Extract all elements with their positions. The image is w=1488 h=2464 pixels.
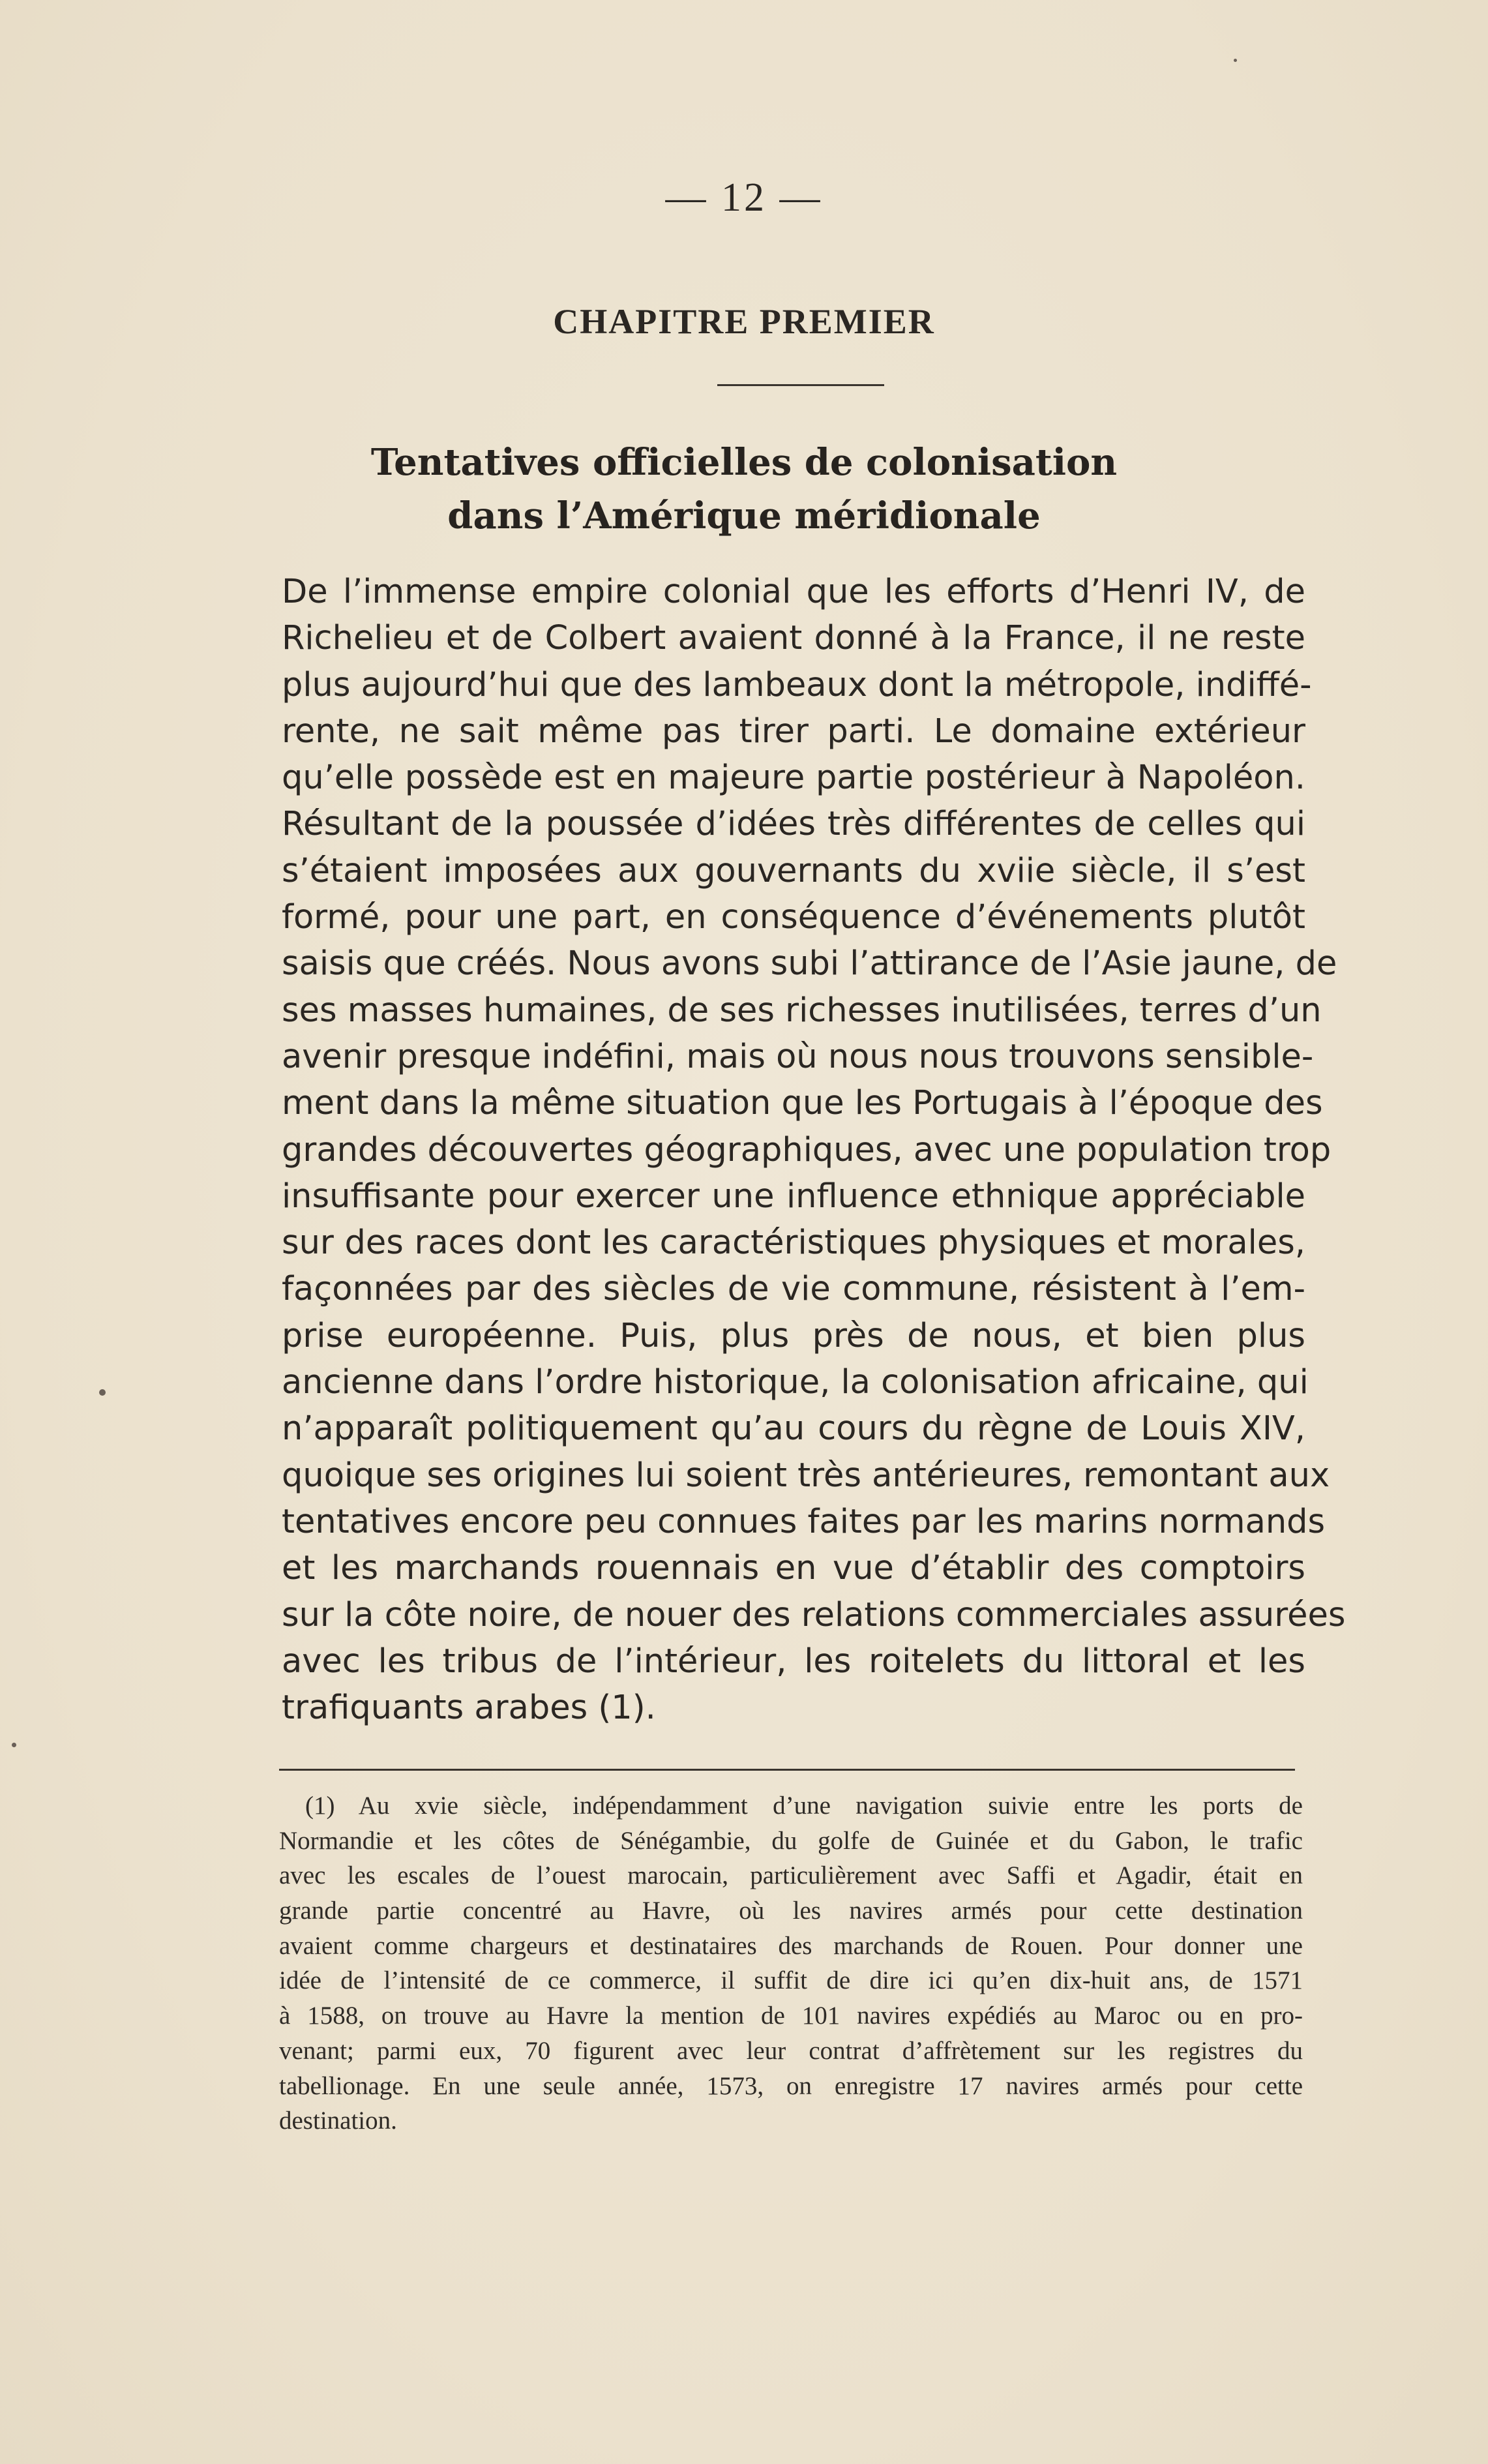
footnote-line: destination. [279, 2107, 397, 2135]
footnote-line: avec les escales de l’ouest marocain, particulièrement avec Saffi et Agadir, était en [279, 1861, 1303, 1890]
chapter-divider [717, 384, 884, 386]
footnote-line: Normandie et les côtes de Sénégambie, du golfe de Guinée et du Gabon, le trafic [279, 1826, 1303, 1855]
footnote-line: idée de l’intensité de ce commerce, il suffit de dire ici qu’en dix-huit ans, de 1571 [279, 1966, 1303, 1995]
body-line: sur la côte noire, de nouer des relations commerciales assurées [282, 1595, 1346, 1634]
footnote-line: tabellionage. En une seule année, 1573, on enregistre 17 navires armés pour cette [279, 2071, 1303, 2100]
body-line: quoique ses origines lui soient très antérieures, remontant aux [282, 1456, 1330, 1495]
body-line: sur des races dont les caractéristiques physiques et morales, [282, 1224, 1305, 1263]
body-line: De l’immense empire colonial que les efforts d’Henri IV, de [282, 573, 1305, 611]
body-line: avec les tribus de l’intérieur, les roitelets du littoral et les [282, 1642, 1305, 1681]
body-line: ment dans la même situation que les Portugais à l’époque des [282, 1084, 1323, 1123]
body-line: ses masses humaines, de ses richesses inutilisées, terres d’un [282, 991, 1322, 1030]
body-line: avenir presque indéfini, mais où nous nous trouvons sensible- [282, 1037, 1314, 1076]
body-line: plus aujourd’hui que des lambeaux dont la métropole, indiffé- [282, 665, 1312, 704]
body-line: s’étaient imposées aux gouvernants du xviie siècle, il s’est [282, 851, 1305, 890]
footnote-line: à 1588, on trouve au Havre la mention de 101 navires expédiés au Maroc ou en pro- [279, 2002, 1303, 2030]
footnote [279, 1788, 1303, 2139]
footnote-divider [279, 1769, 1295, 1771]
page-number: — 12 — [665, 175, 823, 220]
paper-speck [1234, 59, 1237, 62]
section-title-line-2: dans l’Amérique méridionale [447, 494, 1041, 537]
body-line: grandes découvertes géographiques, avec une population trop [282, 1130, 1332, 1169]
body-line: et les marchands rouennais en vue d’établir des comptoirs [282, 1549, 1305, 1588]
body-line: tentatives encore peu connues faites par les marins normands [282, 1502, 1326, 1541]
footnote-line: grande partie concentré au Havre, où les navires armés pour cette destination [279, 1897, 1303, 1925]
footnote-line: venant; parmi eux, 70 figurent avec leur contrat d’affrètement sur les registres du [279, 2036, 1303, 2065]
footnote-line: (1) Au xvie siècle, indépendamment d’une navigation suivie entre les ports de [305, 1792, 1303, 1820]
body-line: Résultant de la poussée d’idées très différentes de celles qui [282, 805, 1305, 844]
body-line: n’apparaît politiquement qu’au cours du règne de Louis XIV, [282, 1409, 1305, 1449]
body-line: ancienne dans l’ordre historique, la colonisation africaine, qui [282, 1363, 1309, 1402]
body-line: trafiquants arabes (1). [282, 1689, 656, 1728]
body-paragraph [282, 569, 1346, 1731]
body-line: formé, pour une part, en conséquence d’événements plutôt [282, 898, 1305, 937]
body-line: façonnées par des siècles de vie commune, résistent à l’em- [282, 1270, 1305, 1309]
body-line: qu’elle possède est en majeure partie postérieur à Napoléon. [282, 759, 1305, 798]
paper-speck [12, 1743, 16, 1747]
body-line: Richelieu et de Colbert avaient donné à la France, il ne reste [282, 619, 1305, 658]
body-line: insuffisante pour exercer une influence ethnique appréciable [282, 1177, 1305, 1216]
body-line: rente, ne sait même pas tirer parti. Le domaine extérieur [282, 712, 1305, 751]
body-line: saisis que créés. Nous avons subi l’attirance de l’Asie jaune, de [282, 944, 1337, 984]
paper-speck [99, 1389, 106, 1396]
section-title [0, 436, 1488, 543]
body-line: prise européenne. Puis, plus près de nous, et bien plus [282, 1316, 1305, 1355]
section-title-line-1: Tentatives officielles de colonisation [370, 441, 1118, 484]
chapter-heading: CHAPITRE PREMIER [553, 302, 935, 341]
footnote-line: avaient comme chargeurs et destinataires des marchands de Rouen. Pour donner une [279, 1931, 1303, 1960]
